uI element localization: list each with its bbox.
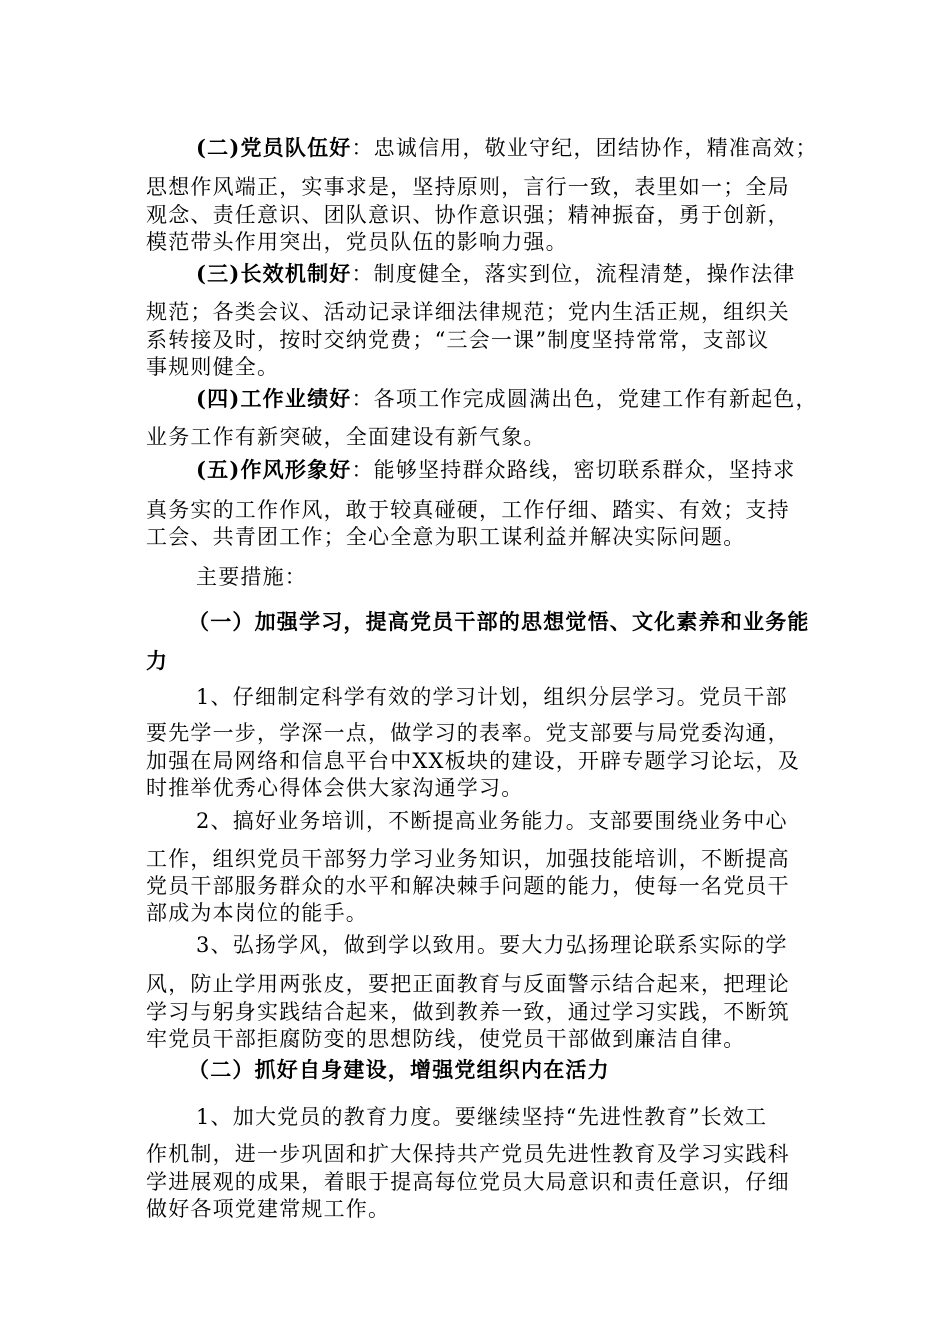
- paragraph-first-line: (二)党员队伍好：忠诚信用，敬业守纪，团结协作，精准高效；: [196, 135, 818, 160]
- paragraph-line: 工会、共青团工作；全心全意为职工谋利益并解决实际问题。: [146, 525, 746, 549]
- list-item-line: 党员干部服务群众的水平和解决棘手问题的能力，使每一名党员干: [146, 874, 790, 898]
- paragraph-line: 规范；各类会议、活动记录详细法律规范；党内生活正规，组织关: [146, 300, 790, 324]
- paragraph-line: 模范带头作用突出，党员队伍的影响力强。: [146, 230, 568, 254]
- paragraph-label: (二)党员队伍好: [196, 135, 352, 160]
- paragraph-label: (三)长效机制好: [196, 261, 352, 286]
- section-heading: （一）加强学习，提高党员干部的思想觉悟、文化素养和业务能: [188, 609, 810, 634]
- list-item-line: 部成为本岗位的能手。: [146, 901, 368, 925]
- list-item-line: 时推举优秀心得体会供大家沟通学习。: [146, 776, 524, 800]
- list-item-line: 牢党员干部拒腐防变的思想防线，使党员干部做到廉洁自律。: [146, 1027, 746, 1051]
- list-item-first-line: 1、仔细制定科学有效的学习计划，组织分层学习。党员干部: [196, 685, 788, 709]
- list-item-first-line: 3、弘扬学风，做到学以致用。要大力弘扬理论联系实际的学: [196, 933, 788, 957]
- paragraph-label: (四)工作业绩好: [196, 386, 352, 411]
- paragraph-label: (五)作风形象好: [196, 457, 352, 482]
- paragraph-line: 观念、责任意识、团队意识、协作意识强；精神振奋，勇于创新，: [146, 203, 790, 227]
- list-item-line: 工作，组织党员干部努力学习业务知识，加强技能培训，不断提高: [146, 847, 790, 871]
- paragraph-line: 业务工作有新突破，全面建设有新气象。: [146, 425, 546, 449]
- paragraph-first-line: (三)长效机制好：制度健全，落实到位，流程清楚，操作法律: [196, 261, 796, 286]
- measures-title: 主要措施：: [196, 565, 307, 589]
- list-item-line: 学习与躬身实践结合起来，做到教养一致，通过学习实践，不断筑: [146, 1000, 790, 1024]
- paragraph-line: 事规则健全。: [146, 355, 280, 379]
- list-item-line: 作机制，进一步巩固和扩大保持共产党员先进性教育及学习实践科: [146, 1142, 790, 1166]
- section-heading: （二）抓好自身建设，增强党组织内在活力: [188, 1057, 610, 1082]
- list-item-line: 做好各项党建常规工作。: [146, 1197, 391, 1221]
- list-item-line: 加强在局网络和信息平台中XX板块的建设，开辟专题学习论坛，及: [146, 749, 800, 773]
- list-item-first-line: 2、搞好业务培训，不断提高业务能力。支部要围绕业务中心: [196, 809, 788, 833]
- paragraph-first-line: (五)作风形象好：能够坚持群众路线，密切联系群众，坚持求: [196, 457, 796, 482]
- list-item-line: 要先学一步，学深一点，做学习的表率。党支部要与局党委沟通，: [146, 721, 790, 745]
- list-item-line: 学进展观的成果，着眼于提高每位党员大局意识和责任意识，仔细: [146, 1170, 790, 1194]
- section-heading-continued: 力: [146, 648, 169, 673]
- paragraph-first-line: (四)工作业绩好：各项工作完成圆满出色，党建工作有新起色，: [196, 386, 818, 411]
- list-item-first-line: 1、加大党员的教育力度。要继续坚持“先进性教育”长效工: [196, 1105, 768, 1129]
- paragraph-line: 思想作风端正，实事求是，坚持原则，言行一致，表里如一；全局: [146, 175, 790, 199]
- paragraph-line: 系转接及时，按时交纳党费；“三会一课”制度坚持常常，支部议: [146, 328, 770, 352]
- paragraph-line: 真务实的工作作风，敢于较真碰硬，工作仔细、踏实、有效；支持: [146, 498, 790, 522]
- list-item-line: 风，防止学用两张皮，要把正面教育与反面警示结合起来，把理论: [146, 972, 790, 996]
